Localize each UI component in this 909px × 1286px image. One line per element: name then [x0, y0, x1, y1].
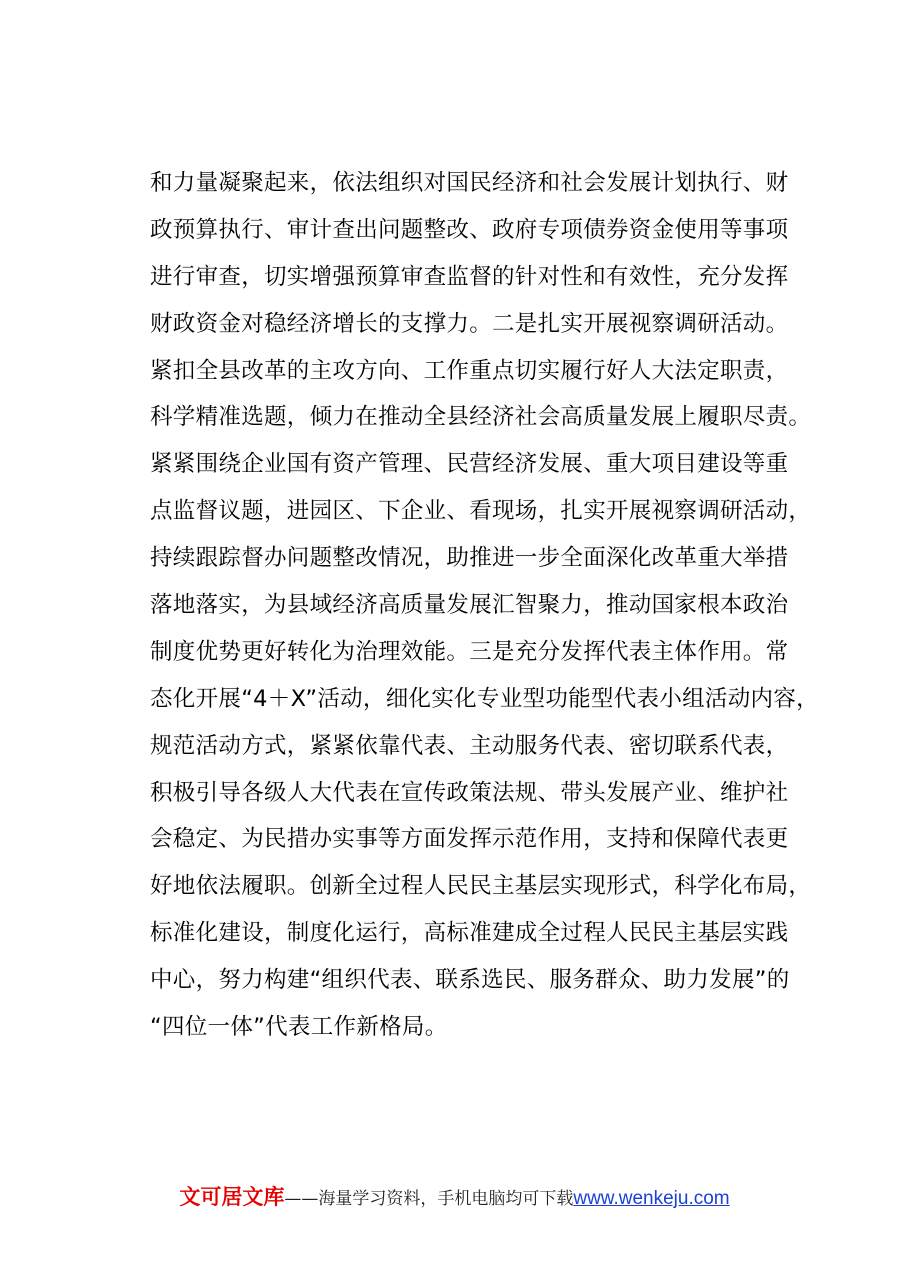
text-line: 好地依法履职。创新全过程人民民主基层实现形式，科学化布局，: [150, 873, 812, 900]
brand-name: 文可居文库: [179, 1185, 285, 1209]
text-line: 态化开展“4＋X”活动，细化实化专业型功能型代表小组活动内容，: [150, 685, 819, 712]
text-line: 和力量凝聚起来，依法组织对国民经济和社会发展计划执行、财: [150, 170, 789, 196]
text-line: 积极引导各级人大代表在宣传政策法规、带头发展产业、维护社: [150, 779, 789, 806]
text-line: 落地落实，为县域经济高质量发展汇智聚力，推动国家根本政治: [150, 592, 789, 619]
text-line: 紧扣全县改革的主攻方向、工作重点切实履行好人大法定职责，: [150, 357, 789, 384]
text-line: 紧紧围绕企业国有资产管理、民营经济发展、重大项目建设等重: [150, 451, 789, 478]
footer-slogan: ——海量学习资料，手机电脑均可下载: [284, 1189, 574, 1209]
text-line: 中心，努力构建“组织代表、联系选民、服务群众、助力发展”的: [150, 967, 790, 994]
text-line: 政预算执行、审计查出问题整改、政府专项债券资金使用等事项: [150, 216, 789, 243]
text-line: 科学精准选题，倾力在推动全县经济社会高质量发展上履职尽责。: [150, 404, 812, 431]
text-line: 点监督议题，进园区、下企业、看现场，扎实开展视察调研活动，: [150, 498, 812, 525]
footer-banner: [0, 1182, 909, 1214]
text-line: 会稳定、为民措办实事等方面发挥示范作用，支持和保障代表更: [150, 826, 789, 853]
text-line: 进行审查，切实增强预算审查监督的针对性和有效性，充分发挥: [150, 263, 789, 290]
text-line: “四位一体”代表工作新格局。: [150, 1014, 448, 1041]
body-paragraph: [150, 160, 830, 1051]
text-line: 规范活动方式，紧紧依靠代表、主动服务代表、密切联系代表，: [150, 732, 789, 759]
text-line: 财政资金对稳经济增长的支撑力。二是扎实开展视察调研活动。: [150, 310, 789, 337]
text-line: 持续跟踪督办问题整改情况，助推进一步全面深化改革重大举措: [150, 545, 789, 572]
website-link[interactable]: www.wenkeju.com: [573, 1188, 730, 1209]
text-line: 制度优势更好转化为治理效能。三是充分发挥代表主体作用。常: [150, 638, 789, 665]
text-line: 标准化建设，制度化运行，高标准建成全过程人民民主基层实践: [150, 920, 789, 947]
